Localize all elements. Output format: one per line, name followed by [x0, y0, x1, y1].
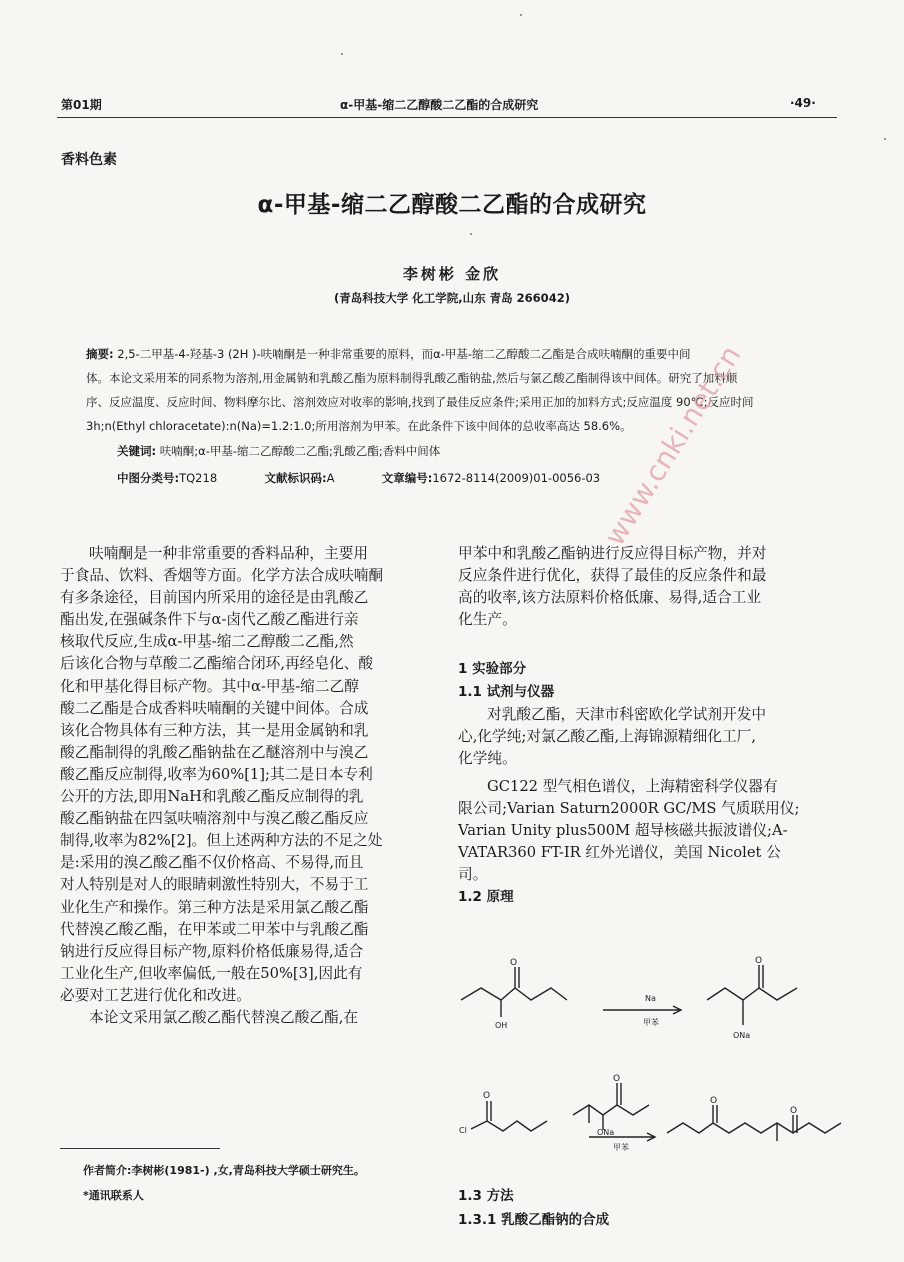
- body-line: 必要对工艺进行优化和改进。: [60, 986, 251, 1004]
- contact-footnote: *通讯联系人: [83, 1189, 144, 1202]
- paper-title: α-甲基-缩二乙醇酸二乙酯的合成研究: [257, 192, 647, 218]
- watermark: www.cnki.net.cn: [598, 339, 748, 552]
- body-line: 钠进行反应得目标产物,原料价格低廉易得,适合: [60, 942, 364, 960]
- solvent-toluene-2: 甲苯: [613, 1143, 629, 1152]
- body-line: 对乳酸乙酯，天津市科密欧化学试剂开发中: [487, 705, 767, 723]
- body-line: 甲苯中和乳酸乙酯钠进行反应得目标产物，并对: [458, 545, 767, 562]
- keywords-text: 呋喃酮;α-甲基-缩二乙醇酸二乙酯;乳酸乙酯;香料中间体: [159, 444, 441, 458]
- body-line: 酸乙酯钠盐在四氢呋喃溶剂中与溴乙酸乙酯反应: [60, 810, 369, 828]
- body-line: 化和甲基化得目标产物。其中α-甲基-缩二乙醇: [60, 677, 359, 695]
- author-intro-footnote: 作者简介:李树彬(1981-) ,女,青岛科技大学硕士研究生。: [83, 1164, 365, 1177]
- classification-line: [117, 470, 600, 486]
- doc-code-label: 文献标识码:: [264, 471, 327, 485]
- body-line: 化学纯。: [458, 749, 517, 767]
- body-line: 酸乙酯反应制得,收率为60%[1];其二是日本专利: [60, 765, 373, 783]
- footnote-rule: [60, 1148, 220, 1149]
- body-line: 是:采用的溴乙酸乙酯不仅价格高、不易得,而且: [60, 854, 364, 872]
- authors: 李树彬 金欣: [402, 265, 502, 283]
- right-column: [458, 543, 848, 908]
- scan-speck: [470, 233, 472, 235]
- chlorine-label: Cl: [459, 1126, 467, 1135]
- reaction-scheme: [455, 955, 875, 1170]
- body-line: 工业化生产,但收率偏低,一般在50%[3],因此有: [60, 964, 363, 982]
- solvent-toluene-1: 甲苯: [643, 1018, 659, 1027]
- hydroxy-label: OH: [495, 1021, 508, 1030]
- clc-value: TQ218: [179, 471, 218, 485]
- product-structure: [667, 1096, 841, 1141]
- body-line: 业化生产和操作。第三种方法是采用氯乙酸乙酯: [60, 898, 369, 916]
- ethyl-chloroacetate-structure: [459, 1091, 547, 1135]
- running-title: α-甲基-缩二乙醇酸二乙酯的合成研究: [340, 98, 539, 112]
- oxygen-label: O: [755, 956, 763, 966]
- page-number: ·49·: [790, 96, 816, 110]
- sodium-alkoxide-label-2: ONa: [597, 1128, 615, 1137]
- clc-label: 中图分类号:: [117, 471, 180, 485]
- affiliation: (青岛科技大学 化工学院,山东 青岛 266042): [334, 291, 570, 305]
- reaction-arrow-1: [603, 994, 681, 1027]
- body-line: VATAR360 FT-IR 红外光谱仪，美国 Nicolet 公: [458, 844, 781, 862]
- abstract-line-2: 体。本论文采用苯的同系物为溶剂,用金属钠和乳酸乙酯为原料制得乳酸乙酯钠盐,然后与氯乙酸乙酯制得该中间体。研究了加料顺: [86, 371, 738, 385]
- body-line: 对人特别是对人的眼睛刺激性特别大，不易于工: [60, 876, 369, 894]
- left-column: [60, 543, 440, 1029]
- keywords: [117, 443, 440, 459]
- body-line: 有多条途径，目前国内所采用的途径是由乳酸乙: [60, 589, 369, 607]
- oxygen-label: O: [483, 1091, 491, 1101]
- oxygen-label: O: [613, 1074, 621, 1084]
- body-line: GC122 型气相色谱仪，上海精密科学仪器有: [487, 777, 778, 795]
- body-line: 于食品、饮料、香烟等方面。化学方法合成呋喃酮: [60, 567, 384, 585]
- abstract-line-4: 3h;n(Ethyl chloracetate):n(Na)=1.2:1.0;所用溶剂为甲苯。在此条件下该中间体的总收率高达 58.6%。: [86, 419, 632, 433]
- oxygen-label: O: [510, 958, 518, 968]
- oxygen-label: O: [790, 1106, 798, 1116]
- body-line: 呋喃酮是一种非常重要的香料品种，主要用: [89, 545, 369, 562]
- sodium-lactate-structure: [707, 956, 797, 1040]
- keywords-label: 关键词:: [117, 444, 157, 458]
- body-line: 该化合物具体有三种方法，其一是用金属钠和乳: [60, 721, 369, 739]
- sodium-alkoxide-label-1: ONa: [733, 1031, 751, 1040]
- section-heading-1-2: 1.2 原理: [458, 889, 514, 906]
- section-heading-1-1: 1.1 试剂与仪器: [458, 684, 555, 701]
- section-heading-1-3: 1.3 方法: [458, 1188, 514, 1204]
- body-line: 心,化学纯;对氯乙酸乙酯,上海锦源精细化工厂,: [458, 727, 757, 745]
- doc-code-value: A: [326, 471, 335, 485]
- header-rule: [57, 117, 837, 118]
- body-line: 司。: [458, 866, 488, 884]
- body-line: 制得,收率为82%[2]。但上述两种方法的不足之处: [60, 832, 383, 850]
- article-no-value: 1672-8114(2009)01-0056-03: [432, 471, 601, 485]
- body-line: 核取代反应,生成α-甲基-缩二乙醇酸二乙酯,然: [60, 633, 354, 651]
- abstract-line-3: 序、反应温度、反应时间、物料摩尔比、溶剂效应对收率的影响,找到了最佳反应条件;采用正加的加料方式;反应温度 90℃;反应时间: [86, 395, 754, 409]
- body-line: 代替溴乙酸乙酯，在甲苯或二甲苯中与乳酸乙酯: [60, 920, 369, 938]
- scan-speck: [884, 138, 886, 140]
- body-line: Varian Unity plus500M 超导核磁共振波谱仪;A-: [458, 822, 788, 840]
- journal-issue: 第01期: [61, 98, 102, 112]
- sodium-lactate-reagent: [573, 1074, 649, 1137]
- abstract-line-1: [86, 346, 691, 362]
- body-line: 后该化合物与草酸二乙酯缩合闭环,再经皂化、酸: [60, 655, 374, 673]
- section-heading-1-3-1: 1.3.1 乳酸乙酯钠的合成: [458, 1212, 610, 1228]
- body-line: 酸二乙酯是合成香料呋喃酮的关键中间体。合成: [60, 699, 369, 717]
- scan-speck: [520, 14, 522, 16]
- ethyl-lactate-structure: [461, 958, 567, 1030]
- body-line: 本论文采用氯乙酸乙酯代替溴乙酸乙酯,在: [89, 1008, 359, 1026]
- body-line: 反应条件进行优化，获得了最佳的反应条件和最: [458, 567, 767, 585]
- article-no-label: 文章编号:: [381, 471, 433, 485]
- body-line: 公开的方法,即用NaH和乳酸乙酯反应制得的乳: [60, 788, 364, 806]
- scan-speck: [341, 53, 343, 55]
- section-tag: 香料色素: [61, 152, 117, 168]
- body-line: 限公司;Varian Saturn2000R GC/MS 气质联用仪;: [458, 799, 800, 817]
- reagent-sodium: Na: [645, 994, 656, 1003]
- body-line: 酯出发,在强碱条件下与α-卤代乙酸乙酯进行亲: [60, 611, 359, 629]
- body-line: 化生产。: [458, 611, 517, 629]
- body-line: 酸乙酯制得的乳酸乙酯钠盐在乙醚溶剂中与溴乙: [60, 743, 369, 761]
- section-heading-1: 1 实验部分: [458, 661, 527, 678]
- body-line: 高的收率,该方法原料价格低廉、易得,适合工业: [458, 589, 762, 607]
- oxygen-label: O: [710, 1096, 718, 1106]
- abstract-text: 2,5-二甲基-4-羟基-3 (2H )-呋喃酮是一种非常重要的原料，而α-甲基-缩二乙醇酸二乙酯是合成呋喃酮的重要中间: [117, 347, 691, 361]
- abstract-label: 摘要:: [86, 347, 114, 361]
